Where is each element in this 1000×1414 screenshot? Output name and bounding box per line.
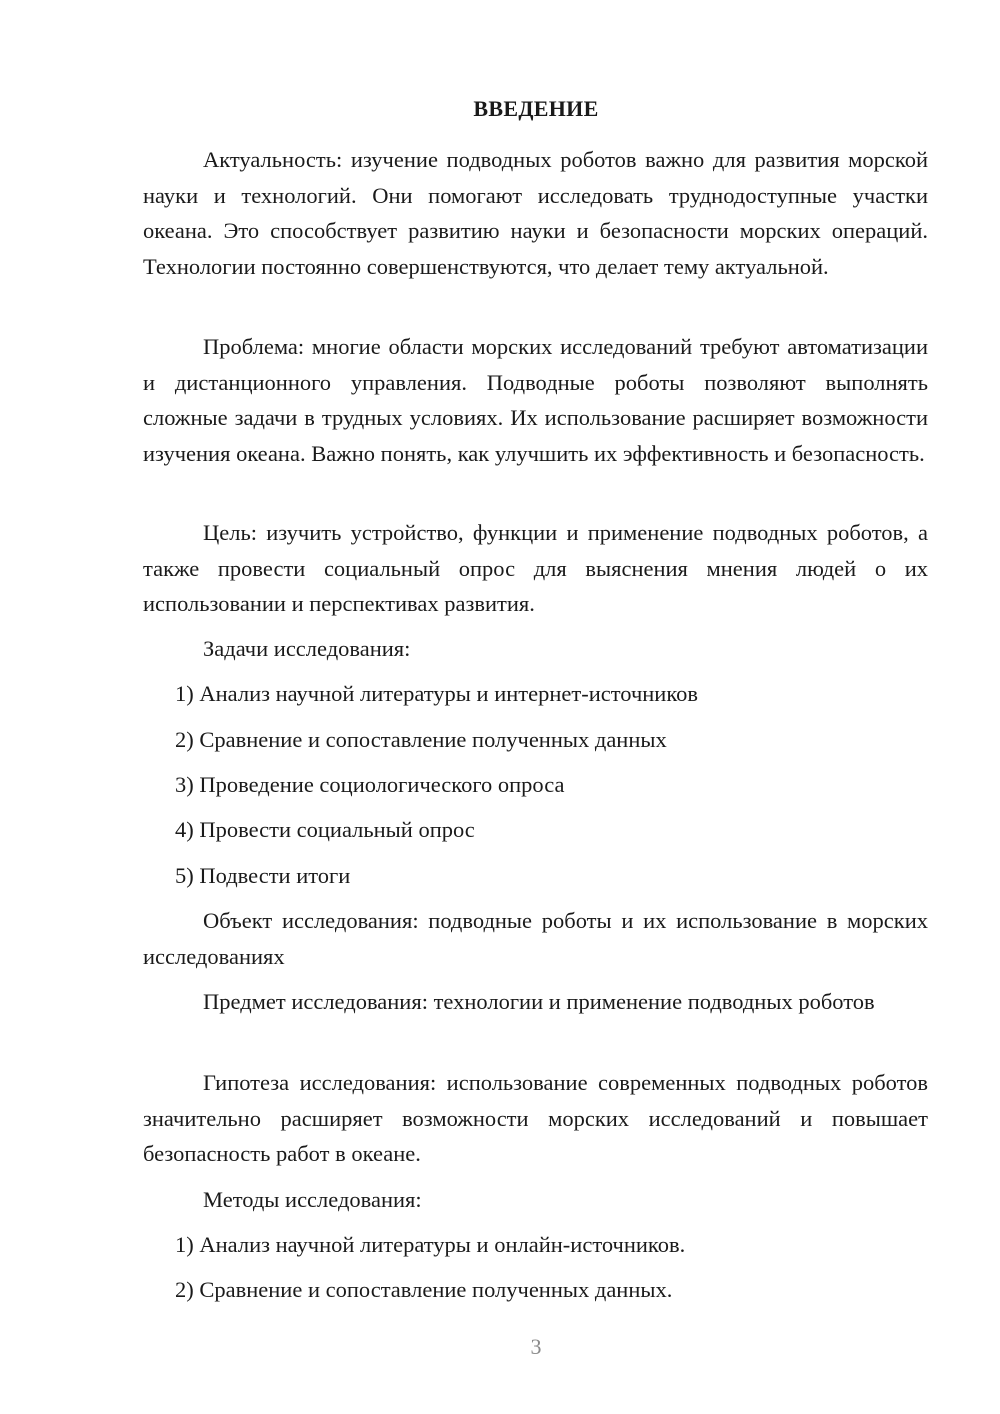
task-item: 3) Проведение социологического опроса xyxy=(175,772,565,797)
subject-paragraph: Предмет исследования: технологии и применение подводных роботов xyxy=(203,989,875,1014)
object-paragraph: Объект исследования: подводные роботы и их использование в морских исследованиях xyxy=(143,908,928,969)
method-item: 2) Сравнение и сопоставление полученных данных. xyxy=(175,1277,673,1302)
goal-paragraph: Цель: изучить устройство, функции и применение подводных роботов, а также провести социальный опрос для выяснения мнения людей о их использовании и перспективах развития. xyxy=(143,520,928,616)
method-item: 1) Анализ научной литературы и онлайн-источников. xyxy=(175,1232,686,1257)
task-item: 2) Сравнение и сопоставление полученных данных xyxy=(175,727,667,752)
relevance-paragraph: Актуальность: изучение подводных роботов важно для развития морской науки и технологий. Они помогают исследовать труднодоступные участки океана. Это способствует развитию науки и безопасности морских операций. Технологии постоянно совершенствуются, что делает тему актуальной. xyxy=(143,147,928,279)
problem-paragraph: Проблема: многие области морских исследований требуют автоматизации и дистанционного управления. Подводные роботы позволяют выполнять сложные задачи в трудных условиях. Их использование расширяет возможности изучения океана. Важно понять, как улучшить их эффективность и безопасность. xyxy=(143,334,928,466)
tasks-heading: Задачи исследования: xyxy=(203,636,411,661)
section-title: ВВЕДЕНИЕ xyxy=(473,96,599,121)
page-number: 3 xyxy=(530,1334,542,1359)
hypothesis-paragraph: Гипотеза исследования: использование современных подводных роботов значительно расширяет возможности морских исследований и повышает безопасность работ в океане. xyxy=(143,1070,928,1166)
task-item: 4) Провести социальный опрос xyxy=(175,817,475,842)
task-item: 1) Анализ научной литературы и интернет-источников xyxy=(175,681,699,706)
methods-heading: Методы исследования: xyxy=(203,1187,422,1212)
task-item: 5) Подвести итоги xyxy=(175,863,351,888)
